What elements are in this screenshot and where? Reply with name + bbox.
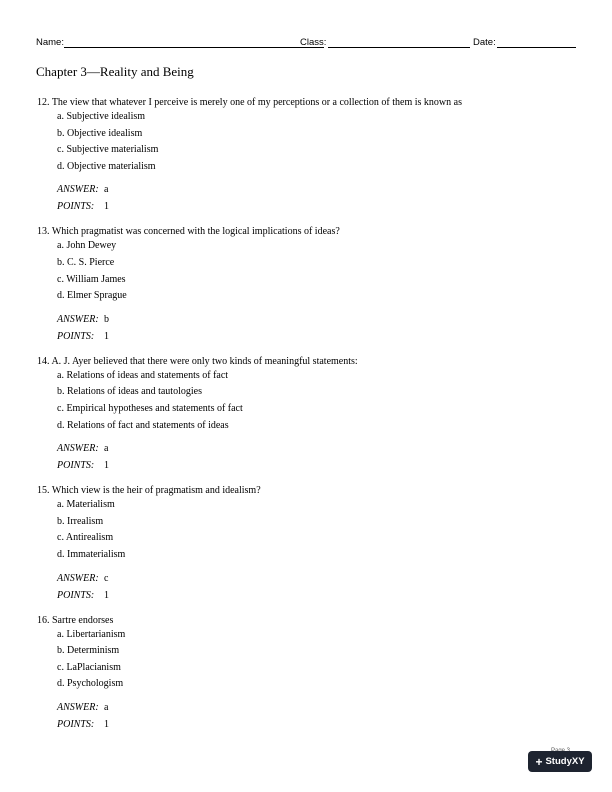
name-label: Name: xyxy=(36,37,64,48)
question-list xyxy=(37,96,577,743)
answer-option: d. Immaterialism xyxy=(57,548,126,560)
question-stem: 13. Which pragmatist was concerned with the logical implications of ideas? xyxy=(37,226,340,238)
answer-label: ANSWER: xyxy=(57,184,99,196)
option-list xyxy=(37,627,577,693)
answer-row xyxy=(57,181,577,198)
answer-option: d. Relations of fact and statements of ideas xyxy=(57,419,229,431)
answer-value: b xyxy=(104,313,109,325)
question-block xyxy=(37,355,577,474)
points-row xyxy=(57,328,577,345)
answer-key xyxy=(37,570,577,604)
brand-name: StudyXY xyxy=(545,756,585,767)
points-value: 1 xyxy=(104,201,109,213)
plus-icon: + xyxy=(535,754,543,769)
answer-option: c. William James xyxy=(57,273,126,285)
studyxy-badge[interactable] xyxy=(528,751,592,772)
answer-option: c. Empirical hypotheses and statements of fact xyxy=(57,402,243,414)
answer-label: ANSWER: xyxy=(57,443,99,455)
answer-option: a. Subjective idealism xyxy=(57,111,146,122)
question-block xyxy=(37,484,577,603)
answer-option: a. Libertarianism xyxy=(57,628,126,640)
answer-label: ANSWER: xyxy=(57,572,99,584)
answer-option: a. Relations of ideas and statements of fact xyxy=(57,369,229,381)
answer-label: ANSWER: xyxy=(57,313,99,325)
points-value: 1 xyxy=(104,589,109,601)
points-row xyxy=(57,198,577,215)
points-value: 1 xyxy=(104,460,109,472)
points-label: POINTS: xyxy=(57,718,95,730)
answer-key xyxy=(37,311,577,345)
question-stem: 12. The view that whatever I perceive is merely one of my perceptions or a collection of them is known as xyxy=(37,97,462,108)
question-block xyxy=(37,96,577,215)
answer-option: b. Relations of ideas and tautologies xyxy=(57,386,202,398)
answer-row xyxy=(57,570,577,587)
answer-value: a xyxy=(104,701,109,713)
points-row xyxy=(57,587,577,604)
answer-option: b. Determinism xyxy=(57,645,120,657)
points-label: POINTS: xyxy=(57,330,95,342)
answer-row xyxy=(57,440,577,457)
answer-option: d. Psychologism xyxy=(57,678,124,690)
points-row xyxy=(57,716,577,733)
class-label: Class: xyxy=(300,37,327,48)
name-field[interactable] xyxy=(64,47,324,48)
answer-option: b. Objective idealism xyxy=(57,127,143,139)
answer-option: a. John Dewey xyxy=(57,240,117,252)
answer-option: b. C. S. Pierce xyxy=(57,256,115,268)
points-value: 1 xyxy=(104,718,109,730)
points-value: 1 xyxy=(104,330,109,342)
answer-option: c. Antirealism xyxy=(57,532,114,544)
answer-value: c xyxy=(104,572,109,584)
answer-option: d. Elmer Sprague xyxy=(57,290,127,302)
option-list xyxy=(37,238,577,304)
answer-option: b. Irrealism xyxy=(57,515,104,527)
answer-key xyxy=(37,440,577,474)
question-stem: 15. Which view is the heir of pragmatism and idealism? xyxy=(37,485,261,497)
answer-row xyxy=(57,311,577,328)
points-label: POINTS: xyxy=(57,589,95,601)
answer-option: d. Objective materialism xyxy=(57,160,156,172)
date-label: Date: xyxy=(473,37,496,48)
question-block xyxy=(37,225,577,344)
question-stem: 16. Sartre endorses xyxy=(37,614,114,626)
question-stem: 14. A. J. Ayer believed that there were only two kinds of meaningful statements: xyxy=(37,355,358,367)
answer-key xyxy=(37,699,577,733)
answer-value: a xyxy=(104,443,109,455)
option-list xyxy=(37,109,577,175)
answer-row xyxy=(57,699,577,716)
answer-option: c. Subjective materialism xyxy=(57,144,159,156)
answer-value: a xyxy=(104,184,109,196)
class-field[interactable] xyxy=(328,47,470,48)
answer-option: a. Materialism xyxy=(57,499,115,511)
option-list xyxy=(37,497,577,563)
form-header xyxy=(36,38,576,50)
answer-label: ANSWER: xyxy=(57,701,99,713)
points-row xyxy=(57,457,577,474)
answer-option: c. LaPlacianism xyxy=(57,661,121,673)
option-list xyxy=(37,368,577,434)
answer-key xyxy=(37,181,577,215)
points-label: POINTS: xyxy=(57,201,95,213)
question-block xyxy=(37,614,577,733)
points-label: POINTS: xyxy=(57,460,95,472)
date-field[interactable] xyxy=(497,47,576,48)
chapter-title: Chapter 3—Reality and Being xyxy=(36,64,194,79)
